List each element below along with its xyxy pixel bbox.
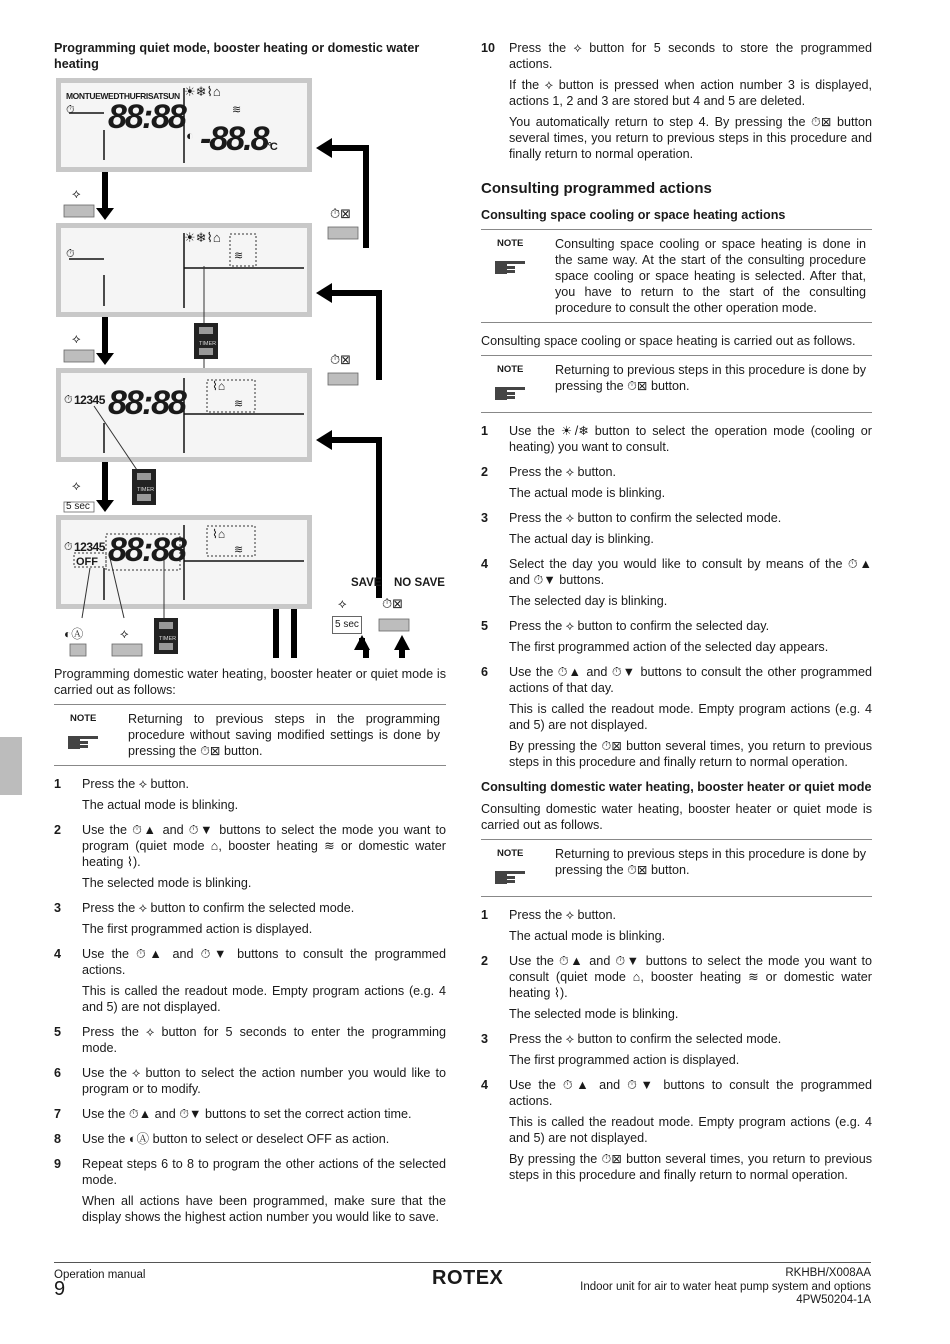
intro-text: Programming domestic water heating, booster heater or quiet mode is carried out as follows: bbox=[54, 667, 446, 697]
note-label: NOTE bbox=[497, 848, 524, 859]
step-item bbox=[481, 556, 872, 614]
footer-doc-type: Operation manual bbox=[54, 1269, 146, 1281]
lcd-time-2: 88:88 bbox=[108, 384, 185, 422]
step-number: 3 bbox=[54, 901, 62, 915]
step-number: 2 bbox=[481, 465, 489, 479]
note-text: Returning to previous steps in this procedure is done by pressing the ⏱⊠ button. bbox=[555, 363, 866, 393]
step-line: Use the ⏱▲ and ⏱▼ buttons to select the mode you want to consult (quiet mode ⌂, booster heating ≋ or domestic water heating ⌇). bbox=[509, 954, 872, 1000]
step-line: Press the ⟡ button to confirm the selected mode. bbox=[509, 1032, 782, 1046]
lcd-action-numbers-1: 12345 bbox=[74, 393, 105, 407]
timer-label-2: TIMER bbox=[137, 487, 155, 493]
step-item bbox=[481, 664, 872, 775]
step-item bbox=[54, 900, 446, 942]
hand-pointer-icon bbox=[493, 256, 555, 280]
note-label: NOTE bbox=[497, 238, 524, 249]
back-button-3[interactable]: ⏱⊠ bbox=[382, 596, 404, 611]
lcd-booster-icon-4: ≋ bbox=[234, 544, 244, 556]
step-line: Use the ⟡ button to select the action number you would like to program or to modify. bbox=[82, 1066, 446, 1096]
step-item bbox=[481, 510, 872, 552]
footer-ref-2: Indoor unit for air to water heat pump system and options bbox=[580, 1280, 871, 1293]
step-line: Press the ⟡ button to confirm the selected day. bbox=[509, 619, 770, 633]
step-line: Use the ⏱▲ and ⏱▼ buttons to set the correct action time. bbox=[82, 1107, 412, 1121]
step-number: 2 bbox=[54, 823, 62, 837]
lcd-time-3: 88:88 bbox=[108, 531, 185, 569]
five-sec-label-2: 5 sec bbox=[332, 616, 362, 634]
step-item bbox=[54, 1024, 446, 1061]
step-item bbox=[481, 907, 872, 949]
step-line: Press the ⟡ button to confirm the selected mode. bbox=[82, 901, 355, 915]
enter-button-5[interactable]: ⟡ bbox=[120, 626, 129, 641]
step-item bbox=[481, 1031, 872, 1073]
back-button-1[interactable]: ⏱⊠ bbox=[330, 206, 352, 221]
back-button-2[interactable]: ⏱⊠ bbox=[330, 352, 352, 367]
subsection-title-2: Consulting domestic water heating, booster heater or quiet mode bbox=[481, 780, 872, 794]
footer-divider bbox=[54, 1262, 871, 1263]
no-save-label: NO SAVE bbox=[394, 577, 445, 589]
note-label: NOTE bbox=[497, 364, 524, 375]
chapter-tab bbox=[0, 737, 22, 795]
step-number: 6 bbox=[54, 1066, 62, 1080]
step-line: By pressing the ⏱⊠ button several times, you return to previous steps in this procedure and finally return to normal operation. bbox=[509, 739, 872, 769]
programming-diagram bbox=[54, 78, 446, 658]
step-line: The first programmed action is displayed. bbox=[509, 1053, 740, 1067]
step-line: This is called the readout mode. Empty program actions (e.g. 4 and 5) are not displayed. bbox=[509, 702, 872, 732]
step-line: Repeat steps 6 to 8 to program the other actions of the selected mode. bbox=[82, 1157, 446, 1187]
step-item bbox=[54, 1065, 446, 1102]
step-item bbox=[481, 953, 872, 1027]
step-line: Press the ⟡ button for 5 seconds to enter the programming mode. bbox=[82, 1025, 446, 1055]
step-line: Press the ⟡ button. bbox=[82, 777, 190, 791]
step-item bbox=[54, 776, 446, 818]
footer-reference bbox=[520, 1267, 871, 1308]
step-line: Press the ⟡ button. bbox=[509, 908, 617, 922]
lcd-days: MONTUEWEDTHUFRISATSUN bbox=[66, 91, 180, 101]
step-line: The selected day is blinking. bbox=[509, 594, 668, 608]
step-line: By pressing the ⏱⊠ button several times, you return to previous steps in this procedure and finally return to normal operation. bbox=[509, 1152, 872, 1182]
five-sec-label-1: 5 sec bbox=[66, 501, 90, 512]
lcd-booster-icon: ≋ bbox=[232, 104, 242, 116]
step-number: 5 bbox=[54, 1025, 62, 1039]
step-line: Use the ⏱▲ and ⏱▼ buttons to select the mode you want to program (quiet mode ⌂, booster heating ≋ or domestic water heating ⌇). bbox=[82, 823, 446, 869]
lcd-mode-icons-3: ⌇⌂ bbox=[212, 379, 226, 393]
note-text: Returning to previous steps in this procedure is done by pressing the ⏱⊠ button. bbox=[555, 847, 866, 877]
lcd-mode-icons-4: ⌇⌂ bbox=[212, 527, 226, 541]
step-item bbox=[481, 1077, 872, 1188]
step-number: 1 bbox=[481, 908, 489, 922]
step-number: 2 bbox=[481, 954, 489, 968]
step-number: 8 bbox=[54, 1132, 62, 1146]
step-line: The selected mode is blinking. bbox=[509, 1007, 679, 1021]
steps-list-1 bbox=[481, 423, 872, 775]
enter-button-2[interactable]: ⟡ bbox=[72, 331, 81, 346]
note-text: Returning to previous steps in the programming procedure without saving modified settings is done by pressing the ⏱⊠ button. bbox=[128, 712, 440, 758]
lcd-clock-icon: ⏱ bbox=[66, 104, 75, 116]
step-item bbox=[481, 423, 872, 460]
step-line: The first programmed action is displayed. bbox=[82, 922, 313, 936]
step-item bbox=[481, 618, 872, 660]
steps-list-2 bbox=[481, 907, 872, 1188]
note-box-3 bbox=[481, 839, 872, 897]
step-number: 6 bbox=[481, 665, 489, 679]
lcd-temp bbox=[200, 122, 276, 164]
step-line: This is called the readout mode. Empty program actions (e.g. 4 and 5) are not displayed. bbox=[82, 984, 446, 1014]
note-box-1 bbox=[481, 229, 872, 323]
save-label: SAVE bbox=[351, 577, 382, 589]
step-item bbox=[54, 1131, 446, 1152]
step-number: 1 bbox=[54, 777, 62, 791]
footer-ref-1: RKHBH/X008AA bbox=[785, 1267, 871, 1279]
step-item bbox=[54, 1156, 446, 1230]
step-item bbox=[54, 822, 446, 896]
lcd-action-numbers-2: 12345 bbox=[74, 540, 105, 554]
step-line: Use the ◐Ⓐ button to select or deselect OFF as action. bbox=[82, 1132, 390, 1146]
step-item bbox=[54, 1106, 446, 1127]
step-line: Use the ☀/❄ button to select the operation mode (cooling or heating) you want to consult. bbox=[509, 424, 872, 454]
section-title: Consulting programmed actions bbox=[481, 180, 712, 197]
hand-pointer-icon bbox=[493, 382, 555, 406]
step-line: The actual mode is blinking. bbox=[509, 929, 666, 943]
subsection-intro-2: Consulting domestic water heating, booster heater or quiet mode is carried out as follows. bbox=[481, 802, 872, 832]
note-box bbox=[54, 704, 446, 766]
lcd-off-label: OFF bbox=[76, 556, 98, 568]
diagram-svg bbox=[54, 78, 446, 658]
note-text: Consulting space cooling or space heating is done in the same way. At the start of the consulting procedure space cooling or space heating is selected. After that, you have to return to the start of the consulting procedure to consult the other operation mode. bbox=[555, 237, 866, 315]
step-line: Press the ⟡ button. bbox=[509, 465, 617, 479]
step-line: The actual day is blinking. bbox=[509, 532, 654, 546]
page-number: 9 bbox=[54, 1278, 66, 1300]
step-line: The actual mode is blinking. bbox=[509, 486, 666, 500]
step-line: The actual mode is blinking. bbox=[82, 798, 239, 812]
step-line: Press the ⟡ button for 5 seconds to store the programmed actions. bbox=[509, 41, 872, 71]
step-number: 10 bbox=[481, 41, 496, 55]
step-line: Use the ⏱▲ and ⏱▼ buttons to consult the programmed actions. bbox=[82, 947, 446, 977]
lcd-time-1: 88:88 bbox=[108, 98, 185, 136]
step-line: Use the ⏱▲ and ⏱▼ buttons to consult the other programmed actions of that day. bbox=[509, 665, 872, 695]
step-number: 4 bbox=[54, 947, 62, 961]
lcd-temp-unit: °C bbox=[267, 141, 276, 153]
hand-pointer-icon bbox=[493, 866, 555, 890]
step-line: The selected mode is blinking. bbox=[82, 876, 252, 890]
step-line: The first programmed action of the selected day appears. bbox=[509, 640, 829, 654]
step-line: Press the ⟡ button to confirm the selected mode. bbox=[509, 511, 782, 525]
step-number: 4 bbox=[481, 557, 489, 571]
step-number: 7 bbox=[54, 1107, 62, 1121]
lcd-clock-icon-4: ⏱ bbox=[64, 541, 73, 553]
subsection-intro-1: Consulting space cooling or space heating is carried out as follows. bbox=[481, 334, 856, 348]
lcd-temp-value: -88.8 bbox=[200, 120, 268, 158]
lcd-thermo-icon: ◐ bbox=[186, 128, 194, 143]
steps-list bbox=[54, 776, 446, 1230]
subsection-title-1: Consulting space cooling or space heating actions bbox=[481, 208, 786, 222]
hand-pointer-icon bbox=[66, 731, 128, 755]
step-line: This is called the readout mode. Empty program actions (e.g. 4 and 5) are not displayed. bbox=[509, 1115, 872, 1145]
timer-label-1: TIMER bbox=[199, 341, 217, 347]
enter-button-4[interactable]: ⟡ bbox=[338, 596, 347, 611]
section-heading: Programming quiet mode, booster heating or domestic water heating bbox=[54, 41, 420, 71]
right-column bbox=[481, 40, 872, 1192]
lcd-clock-icon-2: ⏱ bbox=[66, 248, 75, 260]
step-item bbox=[54, 946, 446, 1020]
step-line: Use the ⏱▲ and ⏱▼ buttons to consult the programmed actions. bbox=[509, 1078, 872, 1108]
step-number: 5 bbox=[481, 619, 489, 633]
step-line: If the ⟡ button is pressed when action number 3 is displayed, actions 1, 2 and 3 are stored but 4 and 5 are deleted. bbox=[509, 78, 872, 108]
step-number: 4 bbox=[481, 1078, 489, 1092]
enter-button-1[interactable]: ⟡ bbox=[72, 186, 81, 201]
brand-logo: ROTEX bbox=[432, 1267, 504, 1289]
lcd-mode-icons-2: ☀❄⌇⌂ bbox=[184, 230, 221, 245]
note-label: NOTE bbox=[70, 713, 97, 724]
timer-label-3: TIMER bbox=[159, 636, 177, 642]
step-line: You automatically return to step 4. By pressing the ⏱⊠ button several times, you return to previous steps in this procedure and finally return to normal operation. bbox=[509, 115, 872, 161]
off-button[interactable]: ◐Ⓐ bbox=[64, 627, 84, 641]
lcd-booster-icon-2: ≋ bbox=[234, 250, 244, 262]
step-line: When all actions have been programmed, make sure that the display shows the highest action number you would like to save. bbox=[82, 1194, 446, 1224]
step-number: 3 bbox=[481, 1032, 489, 1046]
step-10 bbox=[481, 40, 872, 167]
enter-button-3[interactable]: ⟡ bbox=[72, 478, 81, 493]
step-item bbox=[481, 464, 872, 506]
lcd-clock-icon-3: ⏱ bbox=[64, 394, 73, 406]
step-number: 1 bbox=[481, 424, 489, 438]
step-number: 3 bbox=[481, 511, 489, 525]
note-box-2 bbox=[481, 355, 872, 413]
lcd-booster-icon-3: ≋ bbox=[234, 398, 244, 410]
step-line: Select the day you would like to consult by means of the ⏱▲ and ⏱▼ buttons. bbox=[509, 557, 872, 587]
footer-ref-3: 4PW50204-1A bbox=[796, 1294, 871, 1306]
left-column bbox=[54, 40, 446, 1234]
step-number: 9 bbox=[54, 1157, 62, 1171]
lcd-mode-icons-1: ☀❄⌇⌂ bbox=[184, 84, 221, 99]
